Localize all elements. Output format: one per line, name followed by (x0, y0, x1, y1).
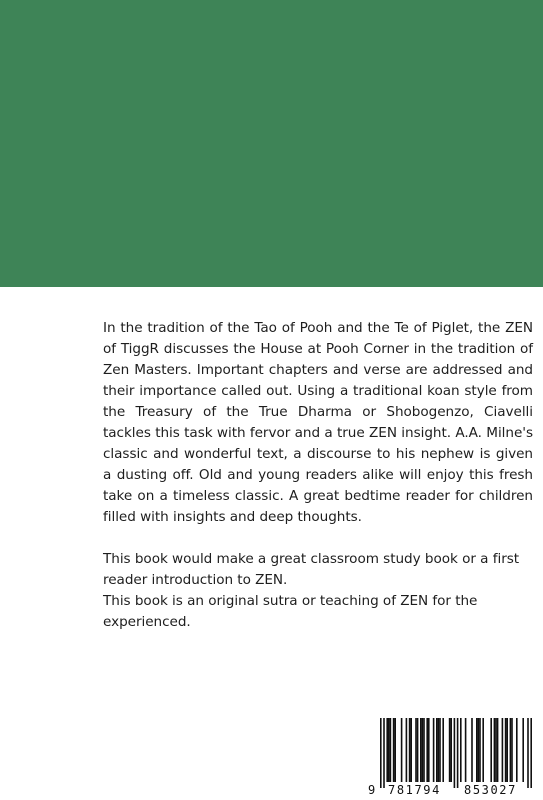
blurb-paragraph-1: In the tradition of the Tao of Pooh and the Te of Piglet, the ZEN of TiggR discusses the House at Pooh Corner in the tradition of Zen Masters. Important chapters and verse are addressed and their importance called out. Using a traditional koan style from the Treasury of the True Dharma or Shobogenzo, Ciavelli tackles this task with fervor and a true ZEN insight. A.A. Milne's classic and wonderful text, a discourse to his nephew is given a dusting off. Old and young readers alike will enjoy this fresh take on a timeless classic. A great bedtime reader for children filled with insights and deep thoughts. (103, 320, 533, 525)
barcode-bar (394, 718, 396, 782)
barcode-bar (417, 718, 419, 782)
barcode-bar (494, 718, 496, 782)
barcode-bar (406, 718, 408, 782)
barcode-bar (502, 718, 504, 782)
barcode-bar (495, 718, 497, 782)
barcode-bar (527, 718, 529, 788)
barcode-bar (409, 718, 411, 782)
barcode-bar (388, 718, 390, 782)
barcode-bar (450, 718, 452, 782)
barcode-bar (386, 718, 388, 782)
barcode-bar (522, 718, 524, 782)
barcode-bar (465, 718, 467, 782)
barcode-bar (476, 718, 478, 782)
barcode-bar (530, 718, 532, 788)
barcode-bar (511, 718, 513, 782)
isbn-barcode (366, 712, 543, 800)
barcode-left-group: 781794 (388, 783, 441, 797)
barcode-bar (505, 718, 507, 782)
barcode-bar (401, 718, 403, 782)
barcode-bar (449, 718, 451, 782)
barcode-bar (436, 718, 438, 782)
blurb-paragraph-3: This book is an original sutra or teaching of ZEN for the experienced. (103, 593, 478, 630)
barcode-bar (415, 718, 417, 782)
barcode-bar (422, 718, 424, 782)
barcode-bar (393, 718, 395, 782)
barcode-bar (433, 718, 435, 782)
barcode-bar (439, 718, 441, 782)
barcode-bar (383, 718, 385, 788)
barcode-lead-digit: 9 (368, 783, 376, 797)
back-cover-blurb (103, 318, 533, 633)
barcode-bar (497, 718, 499, 782)
barcode-bar (479, 718, 481, 782)
barcode-bar (506, 718, 508, 782)
barcode-bar (457, 718, 459, 788)
barcode-bar (390, 718, 392, 782)
barcode-right-group: 853027 (464, 783, 517, 797)
barcode-bar (460, 718, 462, 782)
barcode-bar (482, 718, 484, 782)
barcode-bar (516, 718, 518, 782)
barcode-bar (420, 718, 422, 782)
cover-color-band (0, 0, 543, 287)
barcode-bar (410, 718, 412, 782)
barcode-bar (423, 718, 425, 782)
barcode-bar (426, 718, 428, 782)
barcode-bar (471, 718, 473, 782)
barcode-bar (478, 718, 480, 782)
barcode-bar (380, 718, 382, 788)
barcode-bar (510, 718, 512, 782)
barcode-bar (442, 718, 444, 782)
barcode-bar (428, 718, 430, 782)
barcode-bar (454, 718, 456, 788)
barcode-bar (438, 718, 440, 782)
barcode-bar (490, 718, 492, 782)
blurb-paragraph-2: This book would make a great classroom study book or a first reader introduction to ZEN. (103, 551, 520, 588)
